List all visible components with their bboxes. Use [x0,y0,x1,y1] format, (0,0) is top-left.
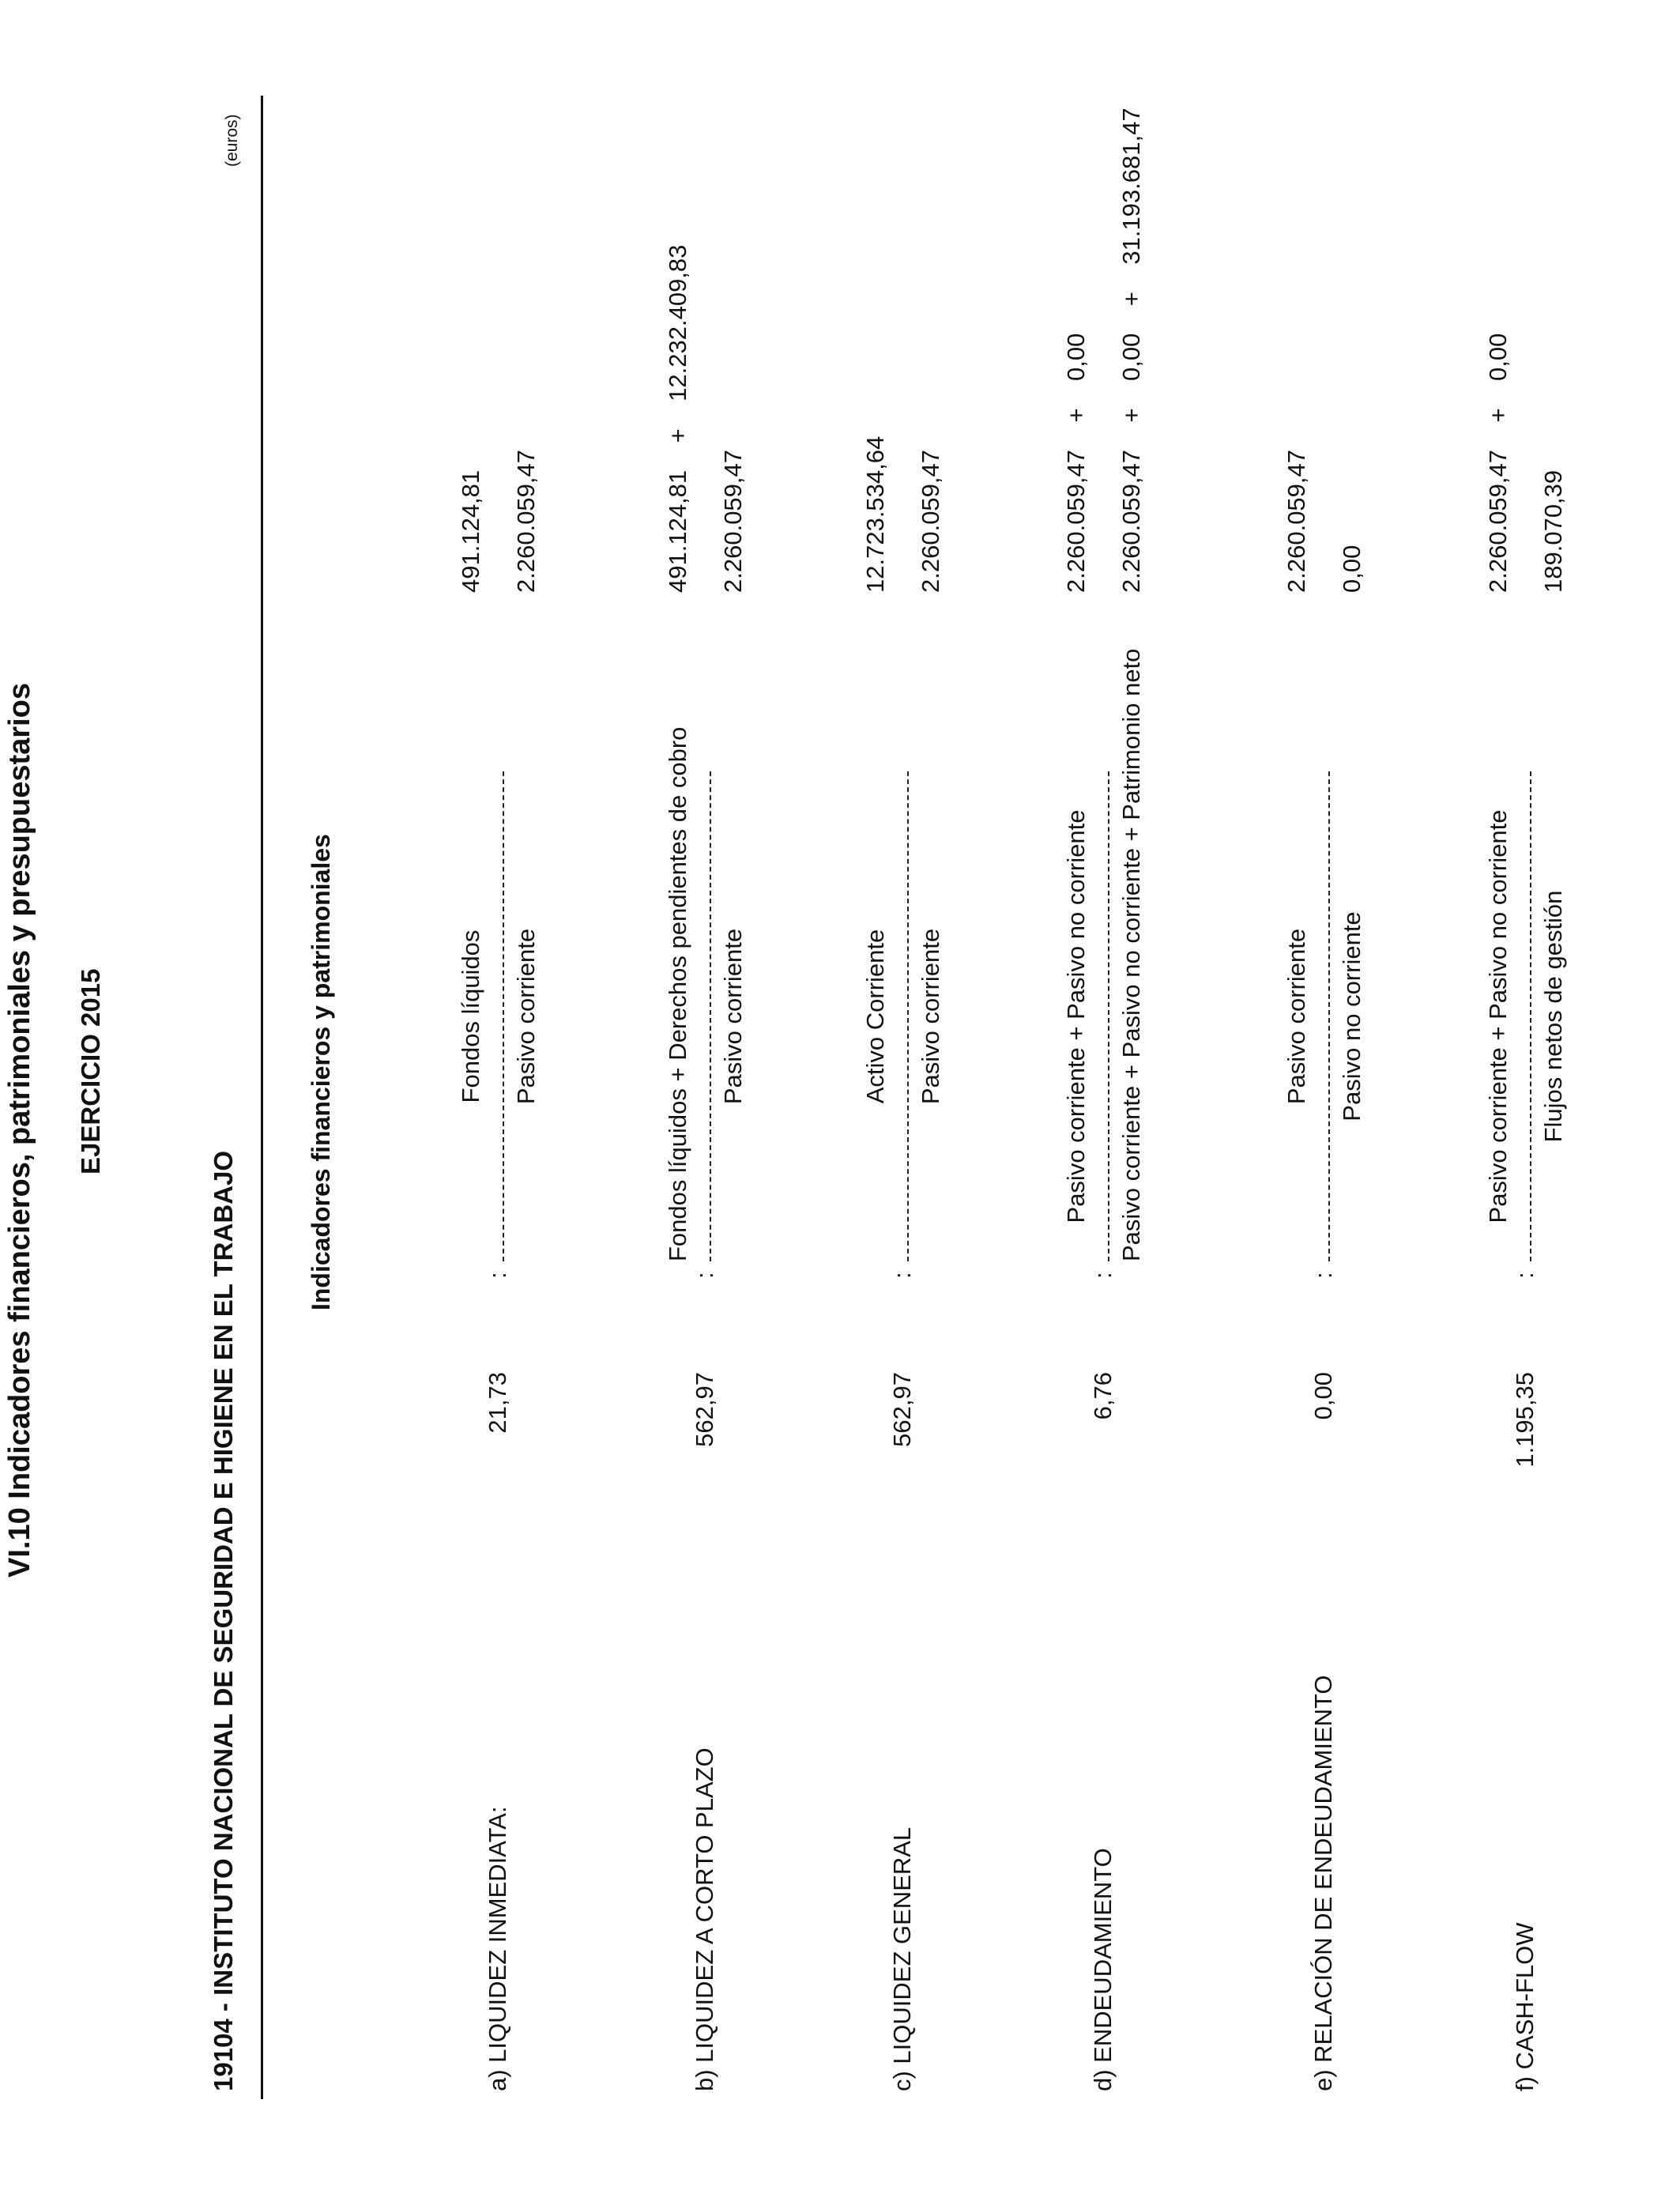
indicator-separator: : [1309,1272,1337,1279]
fraction-line [1530,771,1531,1261]
formula-numerator: Activo Corriente [861,929,889,1104]
indicator-separator: : [1511,1272,1539,1279]
denominator-values: 189.070,39 [1539,469,1567,593]
header-rule [261,96,263,2099]
indicator-value: 562,97 [888,1372,916,1447]
formula-numerator: Fondos líquidos [457,929,484,1103]
organization-name: 19104 - INSTITUTO NACIONAL DE SEGURIDAD E HIGIENE EN EL TRABAJO [209,1150,238,2091]
indicator-value: 562,97 [691,1372,718,1447]
indicator-value: 1.195,35 [1511,1372,1539,1468]
formula-numerator: Pasivo corriente + Pasivo no corriente [1062,809,1090,1223]
page-title: VI.10 Indicadores financieros, patrimoniales y presupuestarios [3,683,36,1578]
indicator-label: c) LIQUIDEZ GENERAL [888,1826,916,2091]
indicator-value: 21,73 [484,1372,511,1434]
indicator-label: d) ENDEUDAMIENTO [1089,1848,1117,2091]
indicator-label: a) LIQUIDEZ INMEDIATA: [484,1806,511,2091]
indicator-value: 0,00 [1309,1372,1337,1420]
indicator-separator: : [888,1272,916,1279]
formula-denominator: Pasivo no corriente [1338,911,1365,1122]
numerator-values: 491.124,81 + 12.232.409,83 [664,244,691,593]
fraction-line [907,771,909,1261]
indicator-separator: : [1089,1272,1117,1279]
indicator-value: 6,76 [1089,1372,1117,1420]
denominator-values: 0,00 [1338,545,1365,593]
indicator-label: e) RELACIÓN DE ENDEUDAMIENTO [1309,1675,1337,2091]
currency-note: (euros) [223,114,241,167]
fraction-line [710,771,711,1261]
numerator-values: 2.260.059,47 + 0,00 [1062,333,1090,593]
numerator-values: 12.723.534,64 [861,435,889,593]
numerator-values: 491.124,81 [457,469,484,593]
denominator-values: 2.260.059,47 [719,449,747,593]
denominator-values: 2.260.059,47 + 0,00 + 31.193.681,47 [1117,107,1145,593]
indicator-label: f) CASH-FLOW [1511,1922,1539,2091]
fraction-line [503,771,504,1261]
indicator-separator: : [691,1272,718,1279]
formula-numerator: Pasivo corriente + Pasivo no corriente [1484,809,1512,1223]
formula-denominator: Pasivo corriente [917,928,944,1105]
numerator-values: 2.260.059,47 + 0,00 [1484,333,1512,593]
fraction-line [1328,771,1330,1261]
section-title: Indicadores financieros y patrimoniales [307,834,335,1310]
indicator-separator: : [484,1272,511,1279]
formula-numerator: Fondos líquidos + Derechos pendientes de cobro [664,726,691,1261]
denominator-values: 2.260.059,47 [917,449,944,593]
indicator-label: b) LIQUIDEZ A CORTO PLAZO [691,1747,718,2091]
formula-numerator: Pasivo corriente [1283,928,1310,1105]
denominator-values: 2.260.059,47 [512,449,540,593]
formula-denominator: Pasivo corriente + Pasivo no corriente + Patrimonio neto [1117,648,1145,1261]
formula-denominator: Pasivo corriente [719,928,747,1105]
numerator-values: 2.260.059,47 [1283,449,1310,593]
formula-denominator: Flujos netos de gestión [1539,890,1567,1143]
formula-denominator: Pasivo corriente [512,928,540,1105]
fraction-line [1108,771,1109,1261]
exercise-year: EJERCICIO 2015 [76,968,105,1174]
